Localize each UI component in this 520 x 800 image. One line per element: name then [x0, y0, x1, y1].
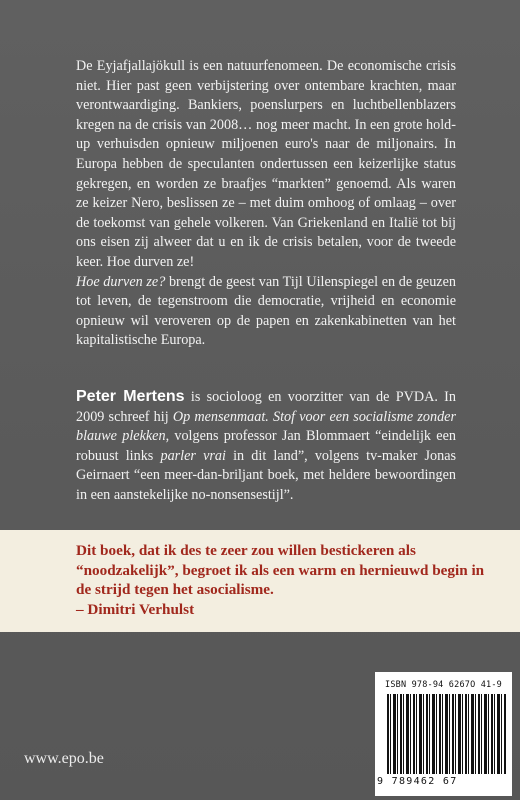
- isbn-barcode: [375, 672, 512, 796]
- blurb-intro: De Eyjafjallajökull is een natuurfenomeen. De economische crisis niet. Hier past geen verbijstering over ontembare krachten, maar verontwaardiging. Bankiers, poenslurpers en luchtbellenblazers kregen na de crisis van 2008… nog meer macht. In een grote hold-up verhuisden opnieuw miljoenen euro's naar de miljonairs. In Europa hebben de speculanten ondertussen een keizerlijke status gekregen, en worden ze braafjes “markten” genoemd. Als waren ze keizer Nero, beslissen ze – met duim omhoog of omlaag – over de toekomst van gehele volkeren. Van Griekenland en Italië tot bij ons eisen zij alweer dat u en ik de crisis betalen, voor de tweede keer. Hoe durven ze!: [76, 58, 456, 270]
- quote-attribution: – Dimitri Verhulst: [76, 600, 195, 618]
- bio-part-1: is socioloog en voorzitter van de PVDA. In 2009 schreef hij: [76, 389, 456, 425]
- author-bio: [76, 387, 456, 506]
- ean-digits: 9 789462 67: [377, 776, 458, 787]
- bio-book-title: Op mensenmaat. Stof voor een socialisme zonder blauwe plekken: [76, 408, 456, 445]
- isbn-label: ISBN 978-94 6267O 41-9: [385, 680, 502, 690]
- endorsement-quote: [76, 541, 496, 619]
- blurb-closing: brengt de geest van Tijl Uilenspiegel en de geuzen tot leven, de tegenstroom die democratie, vrijheid en economie opnieuw wil veroveren op de papen en zakenkabinetten van het kapitalistische Europa.: [76, 273, 456, 349]
- blurb-text: [76, 57, 456, 351]
- blurb-book-title: Hoe durven ze?: [76, 273, 166, 290]
- author-name: Peter Mertens: [76, 388, 185, 405]
- bio-part-3: in dit land”, volgens tv-maker Jonas Geirnaert “een meer-dan-briljant boek, met heldere bewoordingen in een aanstekelijke no-nonsensestijl”.: [76, 447, 457, 503]
- barcode-bars: [387, 694, 507, 774]
- bio-part-2: , volgens professor Jan Blommaert “eindelijk een robuust links: [76, 428, 456, 464]
- quote-text: Dit boek, dat ik des te zeer zou willen bestickeren als “noodzakelijk”, begroet ik als een warm en hernieuwd begin in de strijd tegen het asocialisme.: [76, 542, 485, 599]
- publisher-website: www.epo.be: [24, 750, 104, 767]
- bio-phrase: parler vrai: [160, 447, 226, 464]
- blurb-paragraph: [76, 57, 456, 351]
